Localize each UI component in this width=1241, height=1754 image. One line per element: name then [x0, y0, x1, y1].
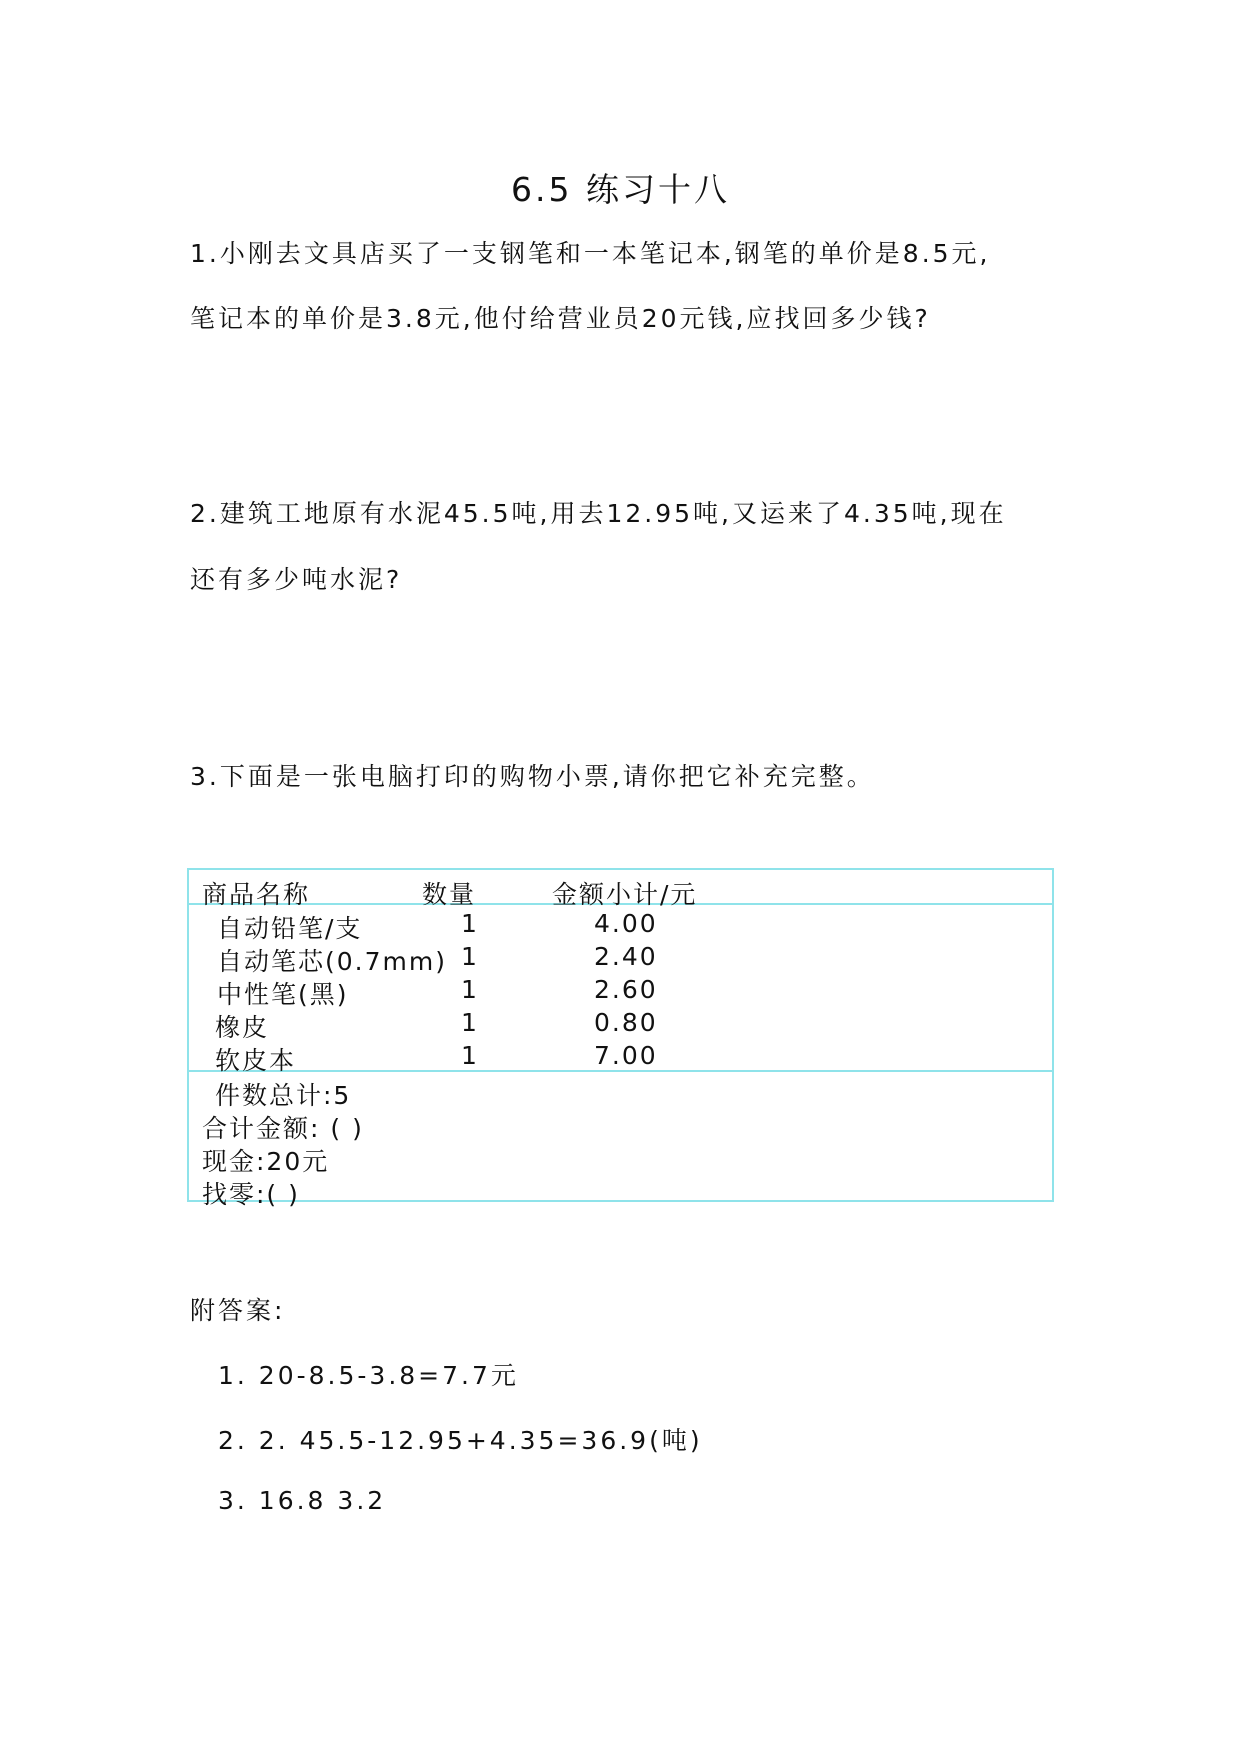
receipt-item-name: 自动笔芯(0.7mm)	[217, 947, 447, 976]
receipt-item-amount: 2.40	[594, 942, 658, 971]
receipt-header-qty: 数量	[422, 880, 477, 909]
receipt-item-name: 橡皮	[215, 1013, 270, 1042]
receipt-item-qty: 1	[461, 1008, 479, 1037]
receipt-cash: 现金:20元	[202, 1147, 330, 1176]
answer-3: 3. 16.8 3.2	[218, 1486, 387, 1515]
receipt-header-amount: 金额小计/元	[552, 880, 698, 909]
receipt-item-name: 软皮本	[215, 1046, 297, 1075]
receipt-header-name: 商品名称	[202, 880, 311, 909]
receipt-total-amount: 合计金额: ( )	[202, 1114, 364, 1143]
receipt-item-qty: 1	[461, 942, 479, 971]
receipt-table	[187, 868, 1054, 1209]
page-title: 6.5 练习十八	[511, 170, 730, 209]
receipt-divider-items	[189, 1070, 1052, 1072]
receipt-item-amount: 2.60	[594, 975, 658, 1004]
receipt-item-amount: 0.80	[594, 1008, 658, 1037]
receipt-total-count: 件数总计:5	[215, 1081, 352, 1110]
receipt-item-name: 自动铅笔/支	[217, 914, 363, 943]
answer-1: 1. 20-8.5-3.8=7.7元	[218, 1361, 519, 1390]
question-1-line-1: 1.小刚去文具店买了一支钢笔和一本笔记本,钢笔的单价是8.5元,	[190, 239, 991, 268]
receipt-item-qty: 1	[461, 909, 479, 938]
question-2-line-1: 2.建筑工地原有水泥45.5吨,用去12.95吨,又运来了4.35吨,现在	[190, 499, 1007, 528]
answers-heading: 附答案:	[190, 1296, 286, 1325]
receipt-change: 找零:( )	[202, 1180, 300, 1209]
receipt-item-qty: 1	[461, 1041, 479, 1070]
question-2-line-2: 还有多少吨水泥?	[190, 565, 403, 594]
question-3-line-1: 3.下面是一张电脑打印的购物小票,请你把它补充完整。	[190, 762, 875, 791]
receipt-item-amount: 7.00	[594, 1041, 658, 1070]
receipt-item-amount: 4.00	[594, 909, 658, 938]
answer-2: 2. 2. 45.5-12.95+4.35=36.9(吨)	[218, 1426, 703, 1455]
receipt-item-qty: 1	[461, 975, 479, 1004]
question-1-line-2: 笔记本的单价是3.8元,他付给营业员20元钱,应找回多少钱?	[190, 304, 931, 333]
receipt-item-name: 中性笔(黑)	[217, 980, 349, 1009]
